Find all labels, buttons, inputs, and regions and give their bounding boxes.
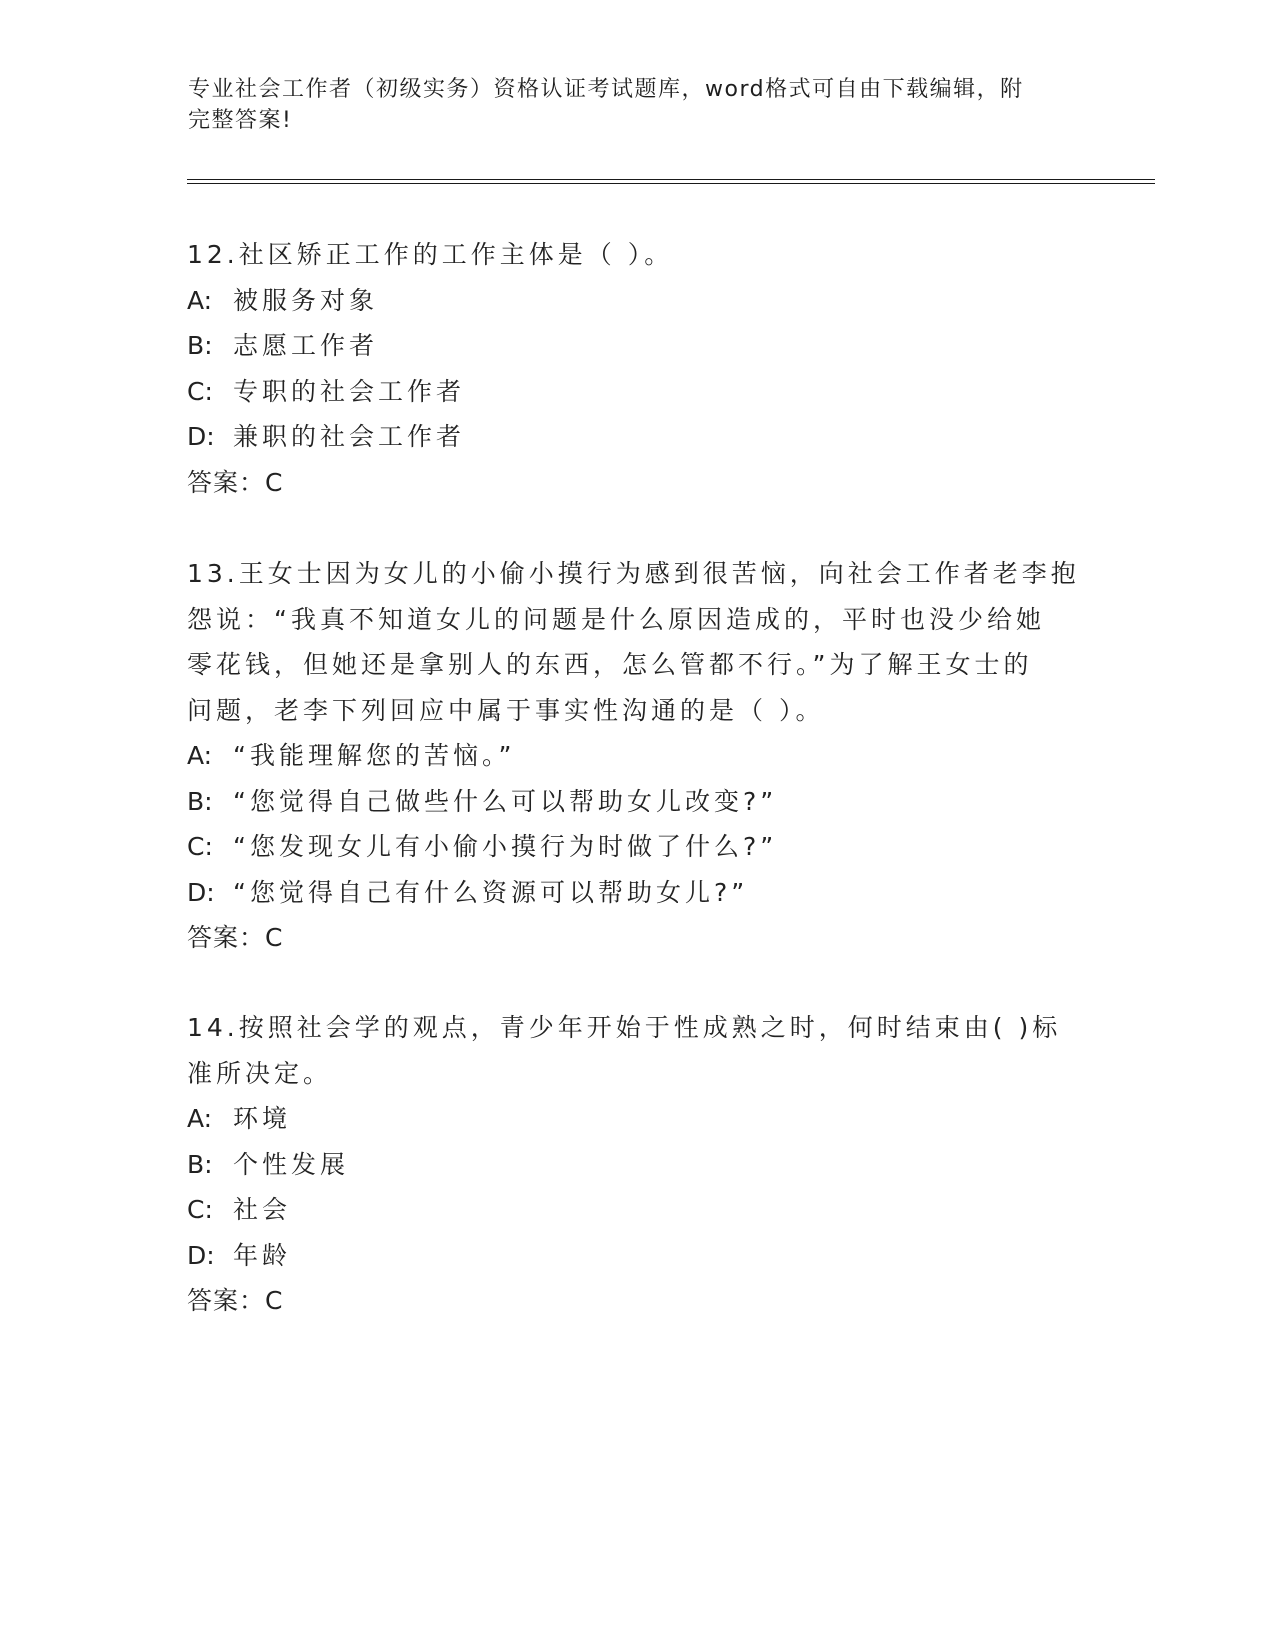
option-b — [187, 323, 1087, 369]
option-key: B: — [187, 786, 213, 816]
option-text: 专职的社会工作者 — [233, 376, 466, 406]
option-key: A: — [187, 1104, 213, 1133]
question-stem-line: 14.按照社会学的观点，青少年开始于性成熟之时，何时结束由( )标 — [187, 1013, 1062, 1042]
question-13 — [187, 551, 1087, 961]
answer-value: C — [265, 1286, 284, 1315]
option-text: “我能理解您的苦恼。” — [233, 741, 516, 770]
option-text: 社会 — [233, 1195, 292, 1224]
answer-label: 答案： — [187, 467, 266, 497]
option-key: C: — [187, 832, 213, 861]
option-text: 被服务对象 — [233, 285, 379, 315]
option-c — [187, 824, 1087, 870]
question-stem-line: 零花钱，但她还是拿别人的东西，怎么管都不行。”为了解王女士的 — [187, 650, 1033, 679]
header-line-1: 专业社会工作者（初级实务）资格认证考试题库，word格式可自由下载编辑，附 — [188, 77, 1024, 102]
option-d — [187, 870, 1087, 916]
question-stem-line: 问题，老李下列回应中属于事实性沟通的是（ ）。 — [187, 695, 825, 725]
option-text: 环境 — [233, 1104, 292, 1133]
option-b — [187, 1142, 1087, 1188]
option-key: A: — [187, 741, 213, 770]
option-a — [187, 733, 1087, 779]
option-key: D: — [187, 877, 215, 907]
header-divider-bottom — [187, 183, 1155, 184]
page-header — [188, 74, 1088, 136]
answer-label: 答案： — [187, 923, 266, 952]
option-b — [187, 779, 1087, 825]
answer-line — [187, 460, 1087, 506]
question-stem: 12.社区矫正工作的工作主体是（ ）。 — [187, 240, 674, 269]
option-d — [187, 414, 1087, 460]
question-14 — [187, 1005, 1087, 1324]
option-text: “您觉得自己做些什么可以帮助女儿改变?” — [233, 786, 778, 816]
option-text: 志愿工作者 — [233, 331, 379, 360]
question-stem-line: 怨说：“我真不知道女儿的问题是什么原因造成的，平时也没少给她 — [187, 604, 1045, 634]
option-text: “您发现女儿有小偷小摸行为时做了什么?” — [233, 832, 778, 861]
option-c — [187, 1187, 1087, 1233]
answer-value: C — [265, 467, 284, 497]
option-key: B: — [187, 1149, 213, 1179]
header-line-2: 完整答案! — [188, 108, 293, 133]
option-key: C: — [187, 1195, 213, 1224]
answer-line — [187, 915, 1087, 961]
answer-value: C — [265, 923, 284, 952]
option-key: C: — [187, 376, 213, 406]
header-divider-top — [187, 179, 1155, 180]
option-text: “您觉得自己有什么资源可以帮助女儿?” — [233, 877, 749, 907]
question-stem-line: 准所决定。 — [187, 1058, 333, 1088]
option-text: 年龄 — [233, 1240, 292, 1270]
option-key: D: — [187, 1240, 215, 1270]
option-key: D: — [187, 422, 215, 451]
option-key: B: — [187, 331, 213, 360]
option-d — [187, 1233, 1087, 1279]
option-c — [187, 369, 1087, 415]
option-key: A: — [187, 285, 213, 315]
question-12 — [187, 232, 1087, 505]
option-a — [187, 278, 1087, 324]
answer-line — [187, 1278, 1087, 1324]
answer-label: 答案： — [187, 1286, 266, 1315]
option-text: 个性发展 — [233, 1149, 350, 1179]
option-text: 兼职的社会工作者 — [233, 422, 466, 451]
option-a — [187, 1096, 1087, 1142]
question-stem-line: 13.王女士因为女儿的小偷小摸行为感到很苦恼，向社会工作者老李抱 — [187, 559, 1080, 588]
